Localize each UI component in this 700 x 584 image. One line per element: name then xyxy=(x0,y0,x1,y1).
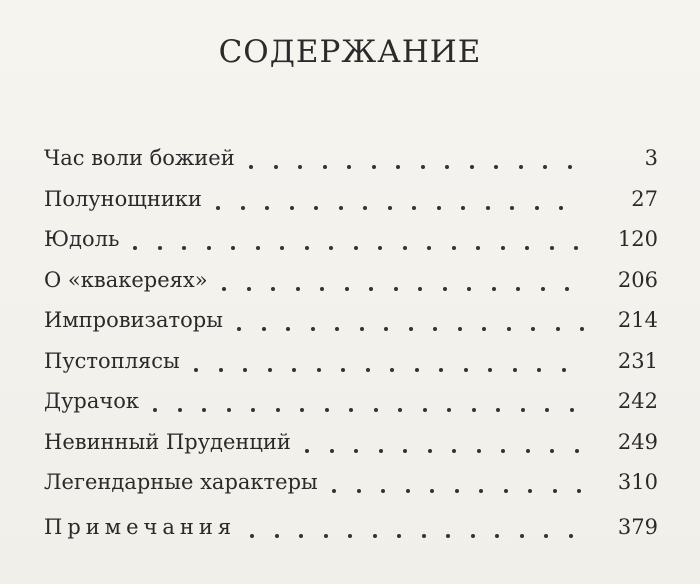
leader-dot xyxy=(296,287,300,291)
toc-entry-page-number: 120 xyxy=(617,227,658,251)
leader-dot xyxy=(329,246,333,250)
leader-dot xyxy=(268,368,272,372)
leader-dot xyxy=(251,408,255,412)
leader-dot xyxy=(158,246,162,250)
leader-dot xyxy=(458,327,462,331)
leader-dot xyxy=(290,206,294,210)
leader-dot xyxy=(570,408,574,412)
page-title: СОДЕРЖАНИЕ xyxy=(218,34,482,70)
leader-dot xyxy=(575,449,579,453)
leader-dot xyxy=(577,489,581,493)
leader-dot xyxy=(569,534,573,538)
leader-dot xyxy=(378,246,382,250)
leader-dot xyxy=(271,287,275,291)
leader-dot xyxy=(390,368,394,372)
leader-dot xyxy=(274,165,278,169)
leader-dot xyxy=(276,408,280,412)
leader-dot xyxy=(354,449,358,453)
leader-dot xyxy=(525,246,529,250)
leader-dot xyxy=(398,408,402,412)
toc-entry xyxy=(44,422,668,463)
leader-dot xyxy=(562,368,566,372)
toc-entry-notes xyxy=(44,507,668,548)
leader-dot xyxy=(396,165,400,169)
leader-dot xyxy=(369,287,373,291)
toc-entry-title: О «квакереях» xyxy=(44,267,208,292)
leader-dot xyxy=(550,246,554,250)
leader-dot xyxy=(496,408,500,412)
leader-dot xyxy=(470,165,474,169)
leader-dot xyxy=(526,449,530,453)
leader-dot xyxy=(249,165,253,169)
leader-dot xyxy=(422,534,426,538)
leader-dot xyxy=(531,327,535,331)
leader-dot xyxy=(521,408,525,412)
leader-dot xyxy=(421,165,425,169)
leader-dot xyxy=(510,206,514,210)
leader-dot xyxy=(298,165,302,169)
leader-dot xyxy=(528,489,532,493)
leader-dot xyxy=(406,489,410,493)
leader-dot xyxy=(409,327,413,331)
leader-dot xyxy=(477,449,481,453)
leader-dot xyxy=(520,534,524,538)
leader-dot xyxy=(501,246,505,250)
leader-dot xyxy=(397,534,401,538)
leader-dot xyxy=(488,368,492,372)
leader-dot xyxy=(543,165,547,169)
leader-dot xyxy=(418,287,422,291)
toc-entry xyxy=(44,179,668,220)
leader-dot xyxy=(300,408,304,412)
leader-dot xyxy=(452,449,456,453)
toc-entry xyxy=(44,300,668,341)
leader-dot xyxy=(292,368,296,372)
leader-dot xyxy=(320,287,324,291)
leader-dot xyxy=(374,408,378,412)
leader-dot xyxy=(241,206,245,210)
leader-dot xyxy=(339,206,343,210)
leader-dot xyxy=(446,534,450,538)
leader-dot xyxy=(286,327,290,331)
leader-dot xyxy=(516,287,520,291)
toc-entry-title: Импровизаторы xyxy=(44,308,223,332)
leader-dot xyxy=(250,534,254,538)
leader-dot xyxy=(471,534,475,538)
leader-dot xyxy=(379,449,383,453)
leader-dot xyxy=(565,287,569,291)
leader-dot xyxy=(265,206,269,210)
toc-entry xyxy=(44,260,668,301)
leader-dot xyxy=(476,246,480,250)
leader-dot xyxy=(479,489,483,493)
toc-entry-title: Дурачок xyxy=(44,389,140,413)
leader-dot xyxy=(537,368,541,372)
leader-dot xyxy=(384,327,388,331)
toc-entry-page-number: 206 xyxy=(617,267,658,292)
leader-dot xyxy=(461,206,465,210)
leader-dot xyxy=(464,368,468,372)
leader-dot xyxy=(194,368,198,372)
leader-dot xyxy=(486,206,490,210)
leader-dot xyxy=(415,368,419,372)
leader-dot xyxy=(372,165,376,169)
leader-dot xyxy=(501,449,505,453)
leader-dot xyxy=(439,368,443,372)
leader-dot xyxy=(423,408,427,412)
leader-dot xyxy=(335,327,339,331)
leader-dot xyxy=(314,206,318,210)
leader-dot xyxy=(354,246,358,250)
leader-dot xyxy=(443,287,447,291)
leader-dot xyxy=(472,408,476,412)
leader-dot xyxy=(345,287,349,291)
leader-dot xyxy=(178,408,182,412)
toc-entry-title: Юдоль xyxy=(44,227,120,251)
leader-dot xyxy=(430,489,434,493)
leader-dot xyxy=(553,489,557,493)
leader-dot xyxy=(513,368,517,372)
leader-dot xyxy=(544,534,548,538)
leader-dot xyxy=(330,449,334,453)
leader-dot xyxy=(535,206,539,210)
leader-dot xyxy=(349,408,353,412)
toc-entry-page-number: 27 xyxy=(631,186,658,211)
toc-entry-title: Час воли божией xyxy=(44,146,235,170)
toc-entry-page-number: 3 xyxy=(644,146,658,170)
leader-dot xyxy=(305,449,309,453)
leader-dot xyxy=(437,206,441,210)
leader-dot xyxy=(366,368,370,372)
leader-dot xyxy=(482,327,486,331)
leader-dot xyxy=(256,246,260,250)
toc-entry-page-number: 379 xyxy=(617,514,658,539)
leader-dot xyxy=(381,489,385,493)
leader-dot xyxy=(347,165,351,169)
leader-dot xyxy=(133,246,137,250)
leader-dot xyxy=(341,368,345,372)
leader-dot xyxy=(455,489,459,493)
leader-dot xyxy=(216,206,220,210)
toc-entry-page-number: 242 xyxy=(617,389,658,413)
leader-dot xyxy=(219,368,223,372)
toc-entry xyxy=(44,219,668,260)
toc-entry-page-number: 249 xyxy=(617,429,658,454)
toc-entry xyxy=(44,381,668,422)
toc-entry xyxy=(44,138,668,179)
leader-dot xyxy=(323,165,327,169)
leader-dot xyxy=(519,165,523,169)
leader-dot xyxy=(202,408,206,412)
leader-dot xyxy=(280,246,284,250)
leader-dot xyxy=(427,246,431,250)
leader-dot xyxy=(305,246,309,250)
leader-dot xyxy=(433,327,437,331)
leader-dot xyxy=(231,246,235,250)
leader-dot xyxy=(412,206,416,210)
leader-dot xyxy=(550,449,554,453)
leader-dot xyxy=(360,327,364,331)
leader-dot xyxy=(324,534,328,538)
leader-dot xyxy=(237,327,241,331)
toc-entry xyxy=(44,462,668,503)
leader-dot xyxy=(182,246,186,250)
dot-leader xyxy=(44,219,584,259)
leader-dot xyxy=(507,327,511,331)
leader-dot xyxy=(332,489,336,493)
leader-dot xyxy=(568,165,572,169)
toc-entry-title: Невинный Пруденций xyxy=(44,429,291,454)
toc-entry xyxy=(44,341,668,382)
leader-dot xyxy=(325,408,329,412)
leader-dot xyxy=(153,408,157,412)
leader-dot xyxy=(262,327,266,331)
toc-entry-title: Легендарные характеры xyxy=(44,470,318,494)
leader-dot xyxy=(299,534,303,538)
leader-dot xyxy=(207,246,211,250)
leader-dot xyxy=(556,327,560,331)
leader-dot xyxy=(394,287,398,291)
leader-dot xyxy=(452,246,456,250)
toc-entry-page-number: 310 xyxy=(617,470,658,494)
leader-dot xyxy=(428,449,432,453)
leader-dot xyxy=(403,449,407,453)
leader-dot xyxy=(373,534,377,538)
leader-dot xyxy=(388,206,392,210)
leader-dot xyxy=(445,165,449,169)
table-of-contents xyxy=(44,138,668,547)
leader-dot xyxy=(311,327,315,331)
leader-dot xyxy=(357,489,361,493)
leader-dot xyxy=(492,287,496,291)
leader-dot xyxy=(275,534,279,538)
leader-dot xyxy=(348,534,352,538)
leader-dot xyxy=(504,489,508,493)
leader-dot xyxy=(467,287,471,291)
leader-dot xyxy=(574,246,578,250)
leader-dot xyxy=(495,534,499,538)
toc-entry-page-number: 214 xyxy=(617,308,658,332)
leader-dot xyxy=(243,368,247,372)
toc-entry-title: Пустоплясы xyxy=(44,348,180,373)
leader-dot xyxy=(317,368,321,372)
leader-dot xyxy=(494,165,498,169)
leader-dot xyxy=(363,206,367,210)
toc-entry-title: Полунощники xyxy=(44,186,202,211)
toc-entry-title: Примечания xyxy=(44,514,237,539)
leader-dot xyxy=(447,408,451,412)
leader-dot xyxy=(545,408,549,412)
leader-dot xyxy=(247,287,251,291)
leader-dot xyxy=(227,408,231,412)
toc-entry-page-number: 231 xyxy=(617,348,658,373)
leader-dot xyxy=(580,327,584,331)
leader-dot xyxy=(559,206,563,210)
leader-dot xyxy=(541,287,545,291)
leader-dot xyxy=(222,287,226,291)
leader-dot xyxy=(403,246,407,250)
